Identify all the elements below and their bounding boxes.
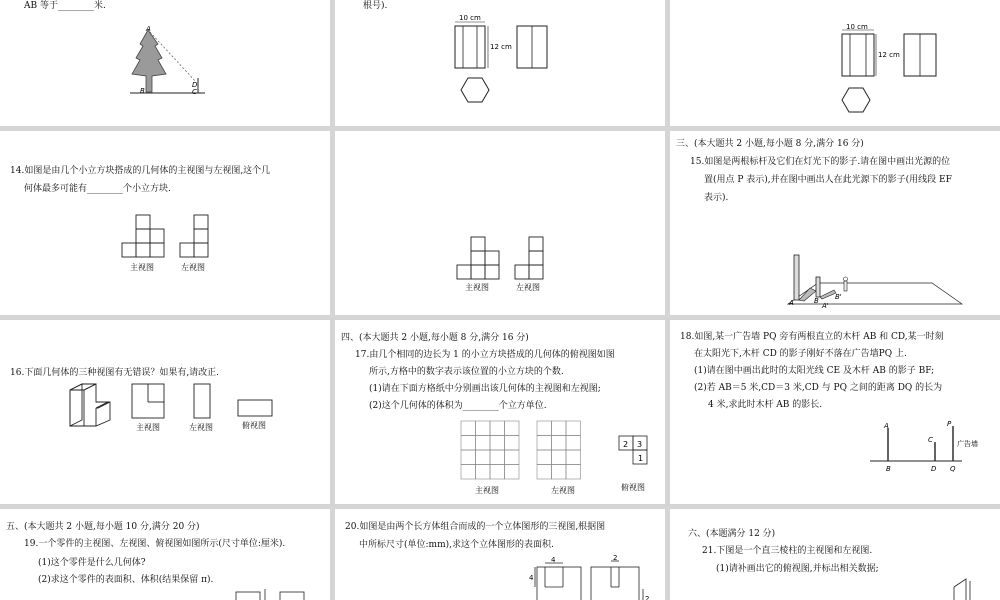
- grid-cell: [461, 436, 476, 451]
- grid-cell: [537, 465, 552, 480]
- hexagon: [461, 78, 489, 102]
- dim-2a: 2: [613, 554, 618, 562]
- q20-line2: 中所标尺寸(单位:mm),求这个立体图形的表面积.: [359, 540, 554, 550]
- q17-line1: 17.由几个相同的边长为 1 的小立方块搭成的几何体的俯视图如图: [355, 350, 615, 360]
- panel-r3-c1: [0, 320, 330, 504]
- label-A: A: [146, 25, 151, 33]
- caption-left: 左视图: [551, 486, 575, 495]
- panel-r4-c2: [335, 509, 665, 600]
- grid-cell: [566, 436, 581, 451]
- section-header: 三、(本大题共 2 小题,每小题 8 分,满分 16 分): [676, 139, 864, 149]
- grid-cell: [566, 465, 581, 480]
- panel-r1-c1: [0, 0, 330, 126]
- q14-views-copy: [335, 131, 665, 315]
- grid-cell: [552, 450, 567, 465]
- grid-cell: [505, 421, 520, 436]
- section-header: 五、(本大题共 2 小题,每小题 10 分,满分 20 分): [6, 522, 200, 532]
- panel-r2-c3: [670, 131, 1000, 315]
- q16-text: 16.下面几何体的三种视图有无错误？如果有,请改正.: [10, 368, 220, 378]
- section-header: 四、(本大题共 2 小题,每小题 8 分,满分 16 分): [341, 333, 529, 343]
- q14-line2: 何体最多可能有________个小立方块.: [24, 184, 171, 194]
- grid-cell: [505, 450, 520, 465]
- q16-figure: [0, 320, 330, 504]
- q18-figure: [670, 320, 1000, 504]
- grid-cell: [537, 450, 552, 465]
- dim-4b: 4: [529, 574, 534, 582]
- grid-cell: [476, 450, 491, 465]
- q20-figure-partial: [335, 509, 665, 600]
- caption-left: 左视图: [516, 283, 540, 292]
- caption-front: 主视图: [465, 283, 489, 292]
- dim-4a: 4: [551, 556, 556, 564]
- q14-line1: 14.如图是由几个小立方块搭成的几何体的主视图与左视图,这个几: [10, 166, 271, 176]
- grid-cell: [476, 436, 491, 451]
- prism-views-figure-copy: [670, 0, 1000, 126]
- wall-label: 广告墙: [957, 440, 978, 448]
- section-header: 六、(本题满分 12 分): [688, 529, 776, 539]
- label-D: D: [192, 81, 198, 89]
- question-fragment: 根号).: [363, 1, 388, 11]
- panel-r4-c1: [0, 509, 330, 600]
- panel-r2-c2: [335, 131, 665, 315]
- q17-line2: 所示,方格中的数字表示该位置的小立方块的个数.: [369, 367, 564, 377]
- caption-top: 俯视图: [242, 421, 266, 430]
- q17-line3: (1)请在下面方格纸中分别画出该几何体的主视图和左视图;: [369, 384, 601, 394]
- q19-figure-partial: [0, 509, 330, 600]
- label-D: D: [931, 465, 937, 473]
- q20-line1: 20.如图是由两个长方体组合而成的一个立体图形的三视图,根据图: [345, 522, 606, 532]
- panel-r4-c3: [670, 509, 1000, 600]
- grid-value-2: 3: [637, 440, 643, 449]
- grid-value-3: 1: [638, 454, 644, 463]
- grid-cell: [505, 465, 520, 480]
- label-C: C: [928, 436, 933, 444]
- grid-cell: [476, 421, 491, 436]
- panel-r2-c1: [0, 131, 330, 315]
- tree-shape: [132, 30, 166, 92]
- dim-height: 12 cm: [490, 43, 512, 51]
- label-B: B: [814, 297, 819, 305]
- grid-cell: [461, 421, 476, 436]
- q21-line2: (1)请补画出它的俯视图,并标出相关数据;: [716, 564, 879, 574]
- q15-line1: 15.如图是两根标杆及它们在灯光下的影子.请在图中画出光源的位: [690, 157, 951, 167]
- q15-figure: [670, 131, 1000, 315]
- grid-cell: [461, 450, 476, 465]
- caption-left: 左视图: [189, 423, 213, 432]
- question-fragment: AB 等于________米.: [24, 1, 106, 11]
- label-Bp: B': [835, 293, 842, 301]
- q18-line4: (2)若 AB＝5 米,CD＝3 米,CD 与 PQ 之间的距离 DQ 的长为: [694, 383, 943, 393]
- caption-front: 主视图: [136, 423, 160, 432]
- label-B: B: [886, 465, 891, 473]
- grid-cell: [461, 465, 476, 480]
- grid-cell: [537, 421, 552, 436]
- q19-line3: (2)求这个零件的表面积、体积(结果保留 π).: [38, 575, 214, 585]
- grid-value-1: 2: [623, 440, 629, 449]
- q18-line1: 18.如图,某一广告墙 PQ 旁有两根直立的木杆 AB 和 CD,某一时刻: [680, 332, 944, 342]
- grid-cell: [552, 436, 567, 451]
- grid-cell: [490, 421, 505, 436]
- label-B: B: [140, 87, 145, 95]
- q18-line5: 4 米,求此时木杆 AB 的影长.: [708, 400, 823, 410]
- q18-line3: (1)请在图中画出此时的太阳光线 CE 及木杆 AB 的影子 BF;: [694, 366, 935, 376]
- dim-width: 10 cm: [459, 14, 481, 22]
- grid-cell: [490, 436, 505, 451]
- q15-line3: 表示).: [704, 193, 729, 203]
- dim-2b: 2: [645, 595, 650, 600]
- tree-shadow-figure: [0, 0, 330, 126]
- q21-line1: 21.下图是一个直三棱柱的主视图和左视图.: [702, 546, 873, 556]
- panel-r3-c3: [670, 320, 1000, 504]
- panel-r1-c3: [670, 0, 1000, 126]
- label-A: A: [789, 299, 794, 307]
- grid-cell: [566, 450, 581, 465]
- prism-views-figure: [335, 0, 665, 126]
- label-A: A: [884, 422, 889, 430]
- panel-r3-c2: [335, 320, 665, 504]
- caption-front: 主视图: [130, 263, 154, 272]
- grid-cell: [566, 421, 581, 436]
- q14-views: [0, 131, 330, 315]
- q17-grids: [335, 320, 665, 504]
- grid-cell: [552, 465, 567, 480]
- label-P: P: [947, 420, 952, 428]
- hexagon: [842, 88, 870, 112]
- caption-left: 左视图: [181, 263, 205, 272]
- q21-figure-partial: [670, 509, 1000, 600]
- grid-cell: [537, 436, 552, 451]
- caption-front: 主视图: [475, 486, 499, 495]
- label-Q: Q: [950, 465, 956, 473]
- panel-r1-c2: [335, 0, 665, 126]
- label-C: C: [192, 88, 197, 96]
- q15-line2: 置(用点 P 表示),并在图中画出人在此光源下的影子(用线段 EF: [704, 175, 952, 185]
- caption-top: 俯视图: [621, 483, 645, 492]
- q18-line2: 在太阳光下,木杆 CD 的影子刚好不落在广告墙PQ 上.: [694, 349, 907, 359]
- grid-cell: [505, 436, 520, 451]
- grid-cell: [490, 465, 505, 480]
- grid-cell: [490, 450, 505, 465]
- dim-height: 12 cm: [878, 51, 900, 59]
- dim-width: 10 cm: [846, 23, 868, 31]
- q19-line1: 19.一个零件的主视图、左视图、俯视图如图所示(尺寸单位:厘米).: [24, 539, 286, 549]
- q19-line2: (1)这个零件是什么几何体?: [38, 558, 146, 568]
- grid-cell: [476, 465, 491, 480]
- grid-cell: [552, 421, 567, 436]
- label-Ap: A': [822, 302, 829, 310]
- q17-line4: (2)这个几何体的体积为________个立方单位.: [369, 401, 547, 411]
